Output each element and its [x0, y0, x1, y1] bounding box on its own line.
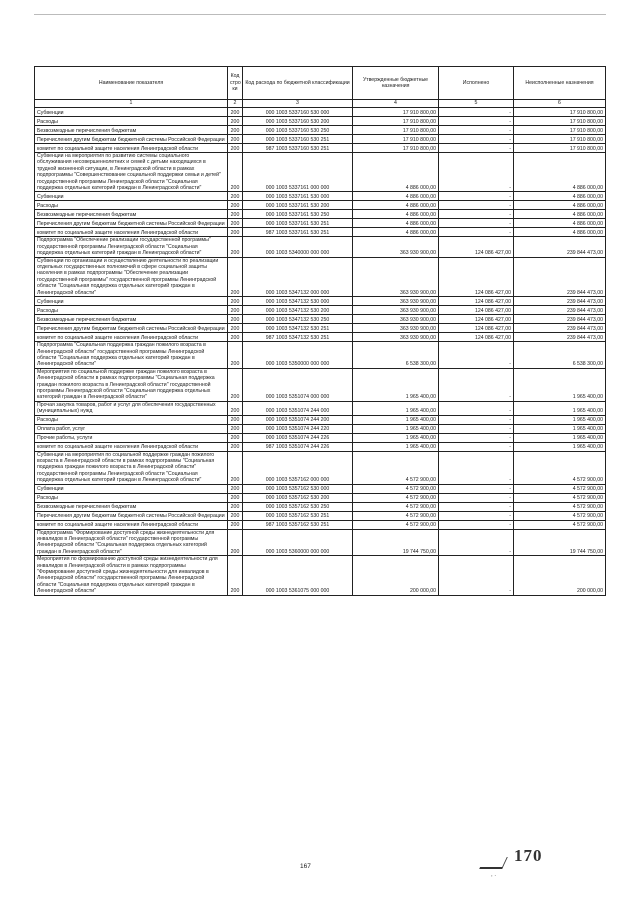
- row-kbk-cell: 000 1003 5351074 244 000: [243, 401, 353, 415]
- row-approved-cell: 363 930 900,00: [353, 306, 439, 315]
- row-code-cell: 200: [228, 237, 243, 257]
- row-approved-cell: 1 965 400,00: [353, 415, 439, 424]
- row-executed-cell: -: [439, 493, 514, 502]
- row-kbk-cell: 987 1003 5347132 530 251: [243, 333, 353, 342]
- row-executed-cell: -: [439, 556, 514, 595]
- row-name-cell: Мероприятия по формированию доступной среды жизнедеятельности для инвалидов в Ленинградской области в рамках подпрограммы "Формирование доступной среды жизнедеятельности для инвалидов в Ленинградской области" государственной программы Ленинградской области "Социальная поддержка отдельных категорий граждан в Ленинградской области": [35, 556, 228, 595]
- row-unexecuted-cell: 239 844 473,00: [514, 333, 606, 342]
- row-code-cell: 200: [228, 484, 243, 493]
- row-executed-cell: -: [439, 529, 514, 556]
- row-code-cell: 200: [228, 442, 243, 451]
- row-approved-cell: 363 930 900,00: [353, 324, 439, 333]
- row-approved-cell: 17 910 800,00: [353, 135, 439, 144]
- table-row: [35, 257, 606, 296]
- row-code-cell: 200: [228, 368, 243, 401]
- row-executed-cell: -: [439, 342, 514, 369]
- budget-table: [34, 66, 606, 596]
- row-name-cell: Субвенции: [35, 484, 228, 493]
- table-row: [35, 342, 606, 369]
- row-executed-cell: 124 086 427,00: [439, 306, 514, 315]
- row-unexecuted-cell: 17 910 800,00: [514, 135, 606, 144]
- row-code-cell: 200: [228, 117, 243, 126]
- row-executed-cell: -: [439, 502, 514, 511]
- row-name-cell: Прочая закупка товаров, работ и услуг для обеспечения государственных (муниципальных) нужд: [35, 401, 228, 415]
- row-name-cell: Перечисления другим бюджетам бюджетной системы Российской Федерации: [35, 324, 228, 333]
- table-row: [35, 493, 606, 502]
- row-unexecuted-cell: 4 886 000,00: [514, 219, 606, 228]
- row-executed-cell: -: [439, 511, 514, 520]
- row-executed-cell: -: [439, 201, 514, 210]
- row-code-cell: 200: [228, 210, 243, 219]
- table-row: [35, 237, 606, 257]
- column-number-row: [35, 100, 606, 108]
- table-row: [35, 108, 606, 117]
- row-executed-cell: -: [439, 451, 514, 484]
- row-code-cell: 200: [228, 415, 243, 424]
- row-unexecuted-cell: 4 572 900,00: [514, 484, 606, 493]
- row-executed-cell: -: [439, 144, 514, 153]
- row-kbk-cell: 000 1003 5360000 000 000: [243, 529, 353, 556]
- row-unexecuted-cell: 4 886 000,00: [514, 153, 606, 192]
- row-code-cell: 200: [228, 257, 243, 296]
- row-approved-cell: 1 965 400,00: [353, 433, 439, 442]
- row-kbk-cell: 000 1003 5351074 244 226: [243, 433, 353, 442]
- row-name-cell: Субвенции: [35, 297, 228, 306]
- row-name-cell: Перечисления другим бюджетам бюджетной системы Российской Федерации: [35, 511, 228, 520]
- row-code-cell: 200: [228, 126, 243, 135]
- row-approved-cell: 17 910 800,00: [353, 126, 439, 135]
- row-approved-cell: 4 886 000,00: [353, 219, 439, 228]
- row-name-cell: комитет по социальной защите населения Ленинградской области: [35, 228, 228, 237]
- row-approved-cell: 363 930 900,00: [353, 257, 439, 296]
- row-unexecuted-cell: 17 910 800,00: [514, 126, 606, 135]
- row-approved-cell: 19 744 750,00: [353, 529, 439, 556]
- row-approved-cell: 4 886 000,00: [353, 201, 439, 210]
- table-row: [35, 306, 606, 315]
- row-unexecuted-cell: 1 965 400,00: [514, 401, 606, 415]
- row-approved-cell: 363 930 900,00: [353, 297, 439, 306]
- row-executed-cell: 124 086 427,00: [439, 324, 514, 333]
- row-kbk-cell: 000 1003 5361075 000 000: [243, 556, 353, 595]
- table-row: [35, 484, 606, 493]
- row-executed-cell: -: [439, 228, 514, 237]
- header-approved: Утвержденные бюджетные назначения: [353, 67, 439, 100]
- row-unexecuted-cell: 200 000,00: [514, 556, 606, 595]
- table-row: [35, 315, 606, 324]
- table-row: [35, 135, 606, 144]
- row-name-cell: Подпрограмма "Формирование доступной среды жизнедеятельности для инвалидов в Ленинградской области" государственной программы Ленинградской области "Социальная поддержка отдельных категорий граждан в Ленинградской области": [35, 529, 228, 556]
- table-row: [35, 219, 606, 228]
- row-name-cell: Субвенции: [35, 108, 228, 117]
- row-executed-cell: -: [439, 442, 514, 451]
- table-row: [35, 228, 606, 237]
- row-approved-cell: 4 886 000,00: [353, 192, 439, 201]
- row-code-cell: 200: [228, 153, 243, 192]
- table-row: [35, 117, 606, 126]
- row-approved-cell: 4 886 000,00: [353, 210, 439, 219]
- column-number: 1: [35, 100, 228, 108]
- table-row: [35, 144, 606, 153]
- row-kbk-cell: 000 1003 5347132 530 200: [243, 306, 353, 315]
- table-row: [35, 415, 606, 424]
- row-name-cell: Оплата работ, услуг: [35, 424, 228, 433]
- row-unexecuted-cell: 239 844 473,00: [514, 297, 606, 306]
- row-unexecuted-cell: 1 965 400,00: [514, 415, 606, 424]
- table-row: [35, 433, 606, 442]
- row-kbk-cell: 000 1003 5337161 530 250: [243, 210, 353, 219]
- row-approved-cell: 4 572 900,00: [353, 451, 439, 484]
- row-executed-cell: 124 086 427,00: [439, 297, 514, 306]
- column-number: 3: [243, 100, 353, 108]
- column-number: 6: [514, 100, 606, 108]
- row-name-cell: Расходы: [35, 306, 228, 315]
- row-kbk-cell: 000 1003 5340000 000 000: [243, 237, 353, 257]
- row-kbk-cell: 000 1003 5337161 000 000: [243, 153, 353, 192]
- table-row: [35, 333, 606, 342]
- row-name-cell: комитет по социальной защите населения Ленинградской области: [35, 520, 228, 529]
- table-row: [35, 520, 606, 529]
- row-code-cell: 200: [228, 192, 243, 201]
- row-kbk-cell: 000 1003 5351074 000 000: [243, 368, 353, 401]
- row-name-cell: Расходы: [35, 201, 228, 210]
- row-kbk-cell: 000 1003 5350000 000 000: [243, 342, 353, 369]
- row-code-cell: 200: [228, 342, 243, 369]
- row-name-cell: комитет по социальной защите населения Ленинградской области: [35, 333, 228, 342]
- row-kbk-cell: 000 1003 5357162 530 250: [243, 502, 353, 511]
- row-approved-cell: 4 572 900,00: [353, 520, 439, 529]
- row-name-cell: Расходы: [35, 117, 228, 126]
- row-code-cell: 200: [228, 324, 243, 333]
- table-row: [35, 368, 606, 401]
- row-executed-cell: -: [439, 424, 514, 433]
- row-unexecuted-cell: 239 844 473,00: [514, 257, 606, 296]
- row-kbk-cell: 000 1003 5337160 530 251: [243, 135, 353, 144]
- row-code-cell: 200: [228, 219, 243, 228]
- table-row: [35, 502, 606, 511]
- page-number: 167: [300, 863, 311, 870]
- row-kbk-cell: 000 1003 5351074 244 220: [243, 424, 353, 433]
- row-code-cell: 200: [228, 201, 243, 210]
- row-unexecuted-cell: 1 965 400,00: [514, 433, 606, 442]
- row-name-cell: Безвозмездные перечисления бюджетам: [35, 502, 228, 511]
- row-kbk-cell: 987 1003 5357162 530 251: [243, 520, 353, 529]
- row-kbk-cell: 987 1003 5351074 244 226: [243, 442, 353, 451]
- row-kbk-cell: 000 1003 5357162 530 251: [243, 511, 353, 520]
- row-kbk-cell: 000 1003 5347132 530 250: [243, 315, 353, 324]
- row-unexecuted-cell: 239 844 473,00: [514, 306, 606, 315]
- report-sheet: [34, 66, 605, 596]
- row-unexecuted-cell: 4 572 900,00: [514, 520, 606, 529]
- row-code-cell: 200: [228, 556, 243, 595]
- row-code-cell: 200: [228, 529, 243, 556]
- row-code-cell: 200: [228, 297, 243, 306]
- row-name-cell: Расходы: [35, 415, 228, 424]
- row-code-cell: 200: [228, 144, 243, 153]
- row-approved-cell: 363 930 900,00: [353, 315, 439, 324]
- row-code-cell: 200: [228, 315, 243, 324]
- row-code-cell: 200: [228, 493, 243, 502]
- row-name-cell: Перечисления другим бюджетам бюджетной системы Российской Федерации: [35, 135, 228, 144]
- row-approved-cell: 17 910 800,00: [353, 144, 439, 153]
- row-name-cell: Расходы: [35, 493, 228, 502]
- row-approved-cell: 4 572 900,00: [353, 484, 439, 493]
- row-unexecuted-cell: 4 572 900,00: [514, 451, 606, 484]
- row-executed-cell: -: [439, 192, 514, 201]
- row-approved-cell: 1 965 400,00: [353, 424, 439, 433]
- row-kbk-cell: 000 1003 5347132 530 000: [243, 297, 353, 306]
- row-name-cell: Безвозмездные перечисления бюджетам: [35, 126, 228, 135]
- row-approved-cell: 4 572 900,00: [353, 511, 439, 520]
- row-approved-cell: 363 930 900,00: [353, 333, 439, 342]
- header-executed: Исполнено: [439, 67, 514, 100]
- column-number: 2: [228, 100, 243, 108]
- table-row: [35, 297, 606, 306]
- row-executed-cell: -: [439, 117, 514, 126]
- row-approved-cell: 1 965 400,00: [353, 442, 439, 451]
- row-approved-cell: 4 886 000,00: [353, 153, 439, 192]
- row-kbk-cell: 000 1003 5337161 530 000: [243, 192, 353, 201]
- row-name-cell: комитет по социальной защите населения Ленинградской области: [35, 144, 228, 153]
- row-executed-cell: -: [439, 219, 514, 228]
- row-code-cell: 200: [228, 424, 243, 433]
- row-name-cell: Подпрограмма "Социальная поддержка граждан пожилого возраста в Ленинградской области" государственной программы Ленинградской области "Социальная поддержка отдельных категорий граждан в Ленинградской области": [35, 342, 228, 369]
- table-body: [35, 108, 606, 596]
- row-executed-cell: -: [439, 108, 514, 117]
- row-name-cell: Субвенции на мероприятия по развитию системы социального обслуживания несовершеннолетних и семей с детьми находящихся в трудной жизненной ситуации, в Ленинградской области в рамках подпрограммы "Совершенствование социальной поддержки семьи и детей" государственной программы Ленинградской области "Социальная поддержка отдельных категорий граждан в Ленинградской области": [35, 153, 228, 192]
- row-unexecuted-cell: 4 572 900,00: [514, 502, 606, 511]
- row-code-cell: 200: [228, 228, 243, 237]
- row-code-cell: 200: [228, 433, 243, 442]
- row-executed-cell: -: [439, 433, 514, 442]
- row-unexecuted-cell: 19 744 750,00: [514, 529, 606, 556]
- row-unexecuted-cell: 4 572 900,00: [514, 493, 606, 502]
- row-name-cell: Мероприятия по социальной поддержке граждан пожилого возраста в Ленинградской области в рамках подпрограммы "Социальная поддержка граждан пожилого возраста в Ленинградской области" государственной программы Ленинградской области "Социальная поддержка отдельных категорий граждан в Ленинградской области": [35, 368, 228, 401]
- row-executed-cell: -: [439, 415, 514, 424]
- row-unexecuted-cell: 17 910 800,00: [514, 144, 606, 153]
- row-code-cell: 200: [228, 306, 243, 315]
- row-unexecuted-cell: 4 886 000,00: [514, 201, 606, 210]
- row-kbk-cell: 000 1003 5357162 530 200: [243, 493, 353, 502]
- row-unexecuted-cell: 4 886 000,00: [514, 192, 606, 201]
- top-rule: [34, 14, 606, 15]
- row-code-cell: 200: [228, 520, 243, 529]
- row-unexecuted-cell: 239 844 473,00: [514, 324, 606, 333]
- row-code-cell: 200: [228, 401, 243, 415]
- row-approved-cell: 1 965 400,00: [353, 401, 439, 415]
- row-executed-cell: 124 086 427,00: [439, 315, 514, 324]
- row-name-cell: Субвенции: [35, 192, 228, 201]
- column-number: 4: [353, 100, 439, 108]
- table-row: [35, 424, 606, 433]
- row-kbk-cell: 000 1003 5337161 530 200: [243, 201, 353, 210]
- row-executed-cell: -: [439, 520, 514, 529]
- row-executed-cell: -: [439, 135, 514, 144]
- row-unexecuted-cell: 1 965 400,00: [514, 368, 606, 401]
- row-executed-cell: -: [439, 401, 514, 415]
- row-kbk-cell: 000 1003 5337160 530 200: [243, 117, 353, 126]
- row-executed-cell: 124 086 427,00: [439, 237, 514, 257]
- row-name-cell: Прочие работы, услуги: [35, 433, 228, 442]
- row-unexecuted-cell: 4 886 000,00: [514, 228, 606, 237]
- header-kbk: Код расхода по бюджетной классификации: [243, 67, 353, 100]
- row-executed-cell: -: [439, 153, 514, 192]
- table-row: [35, 324, 606, 333]
- row-unexecuted-cell: 6 538 300,00: [514, 342, 606, 369]
- row-code-cell: 200: [228, 108, 243, 117]
- row-executed-cell: -: [439, 368, 514, 401]
- scan-dots: , .: [491, 872, 497, 878]
- row-unexecuted-cell: 239 844 473,00: [514, 315, 606, 324]
- row-name-cell: Субвенции по организации и осуществлению деятельности по реализации отдельных государственных полномочий в сфере социальной защиты населения в рамках подпрограммы "Обеспечение реализации государственной программы" государственной программы Ленинградской области "Социальная поддержка отдельных категорий граждан в Ленинградской области": [35, 257, 228, 296]
- row-executed-cell: 124 086 427,00: [439, 257, 514, 296]
- table-row: [35, 201, 606, 210]
- row-unexecuted-cell: 1 965 400,00: [514, 424, 606, 433]
- handwritten-mark: [479, 857, 508, 869]
- row-approved-cell: 4 572 900,00: [353, 493, 439, 502]
- table-row: [35, 529, 606, 556]
- row-name-cell: Безвозмездные перечисления бюджетам: [35, 315, 228, 324]
- column-number: 5: [439, 100, 514, 108]
- row-approved-cell: 200 000,00: [353, 556, 439, 595]
- row-code-cell: 200: [228, 333, 243, 342]
- header-unexecuted: Неисполненные назначения: [514, 67, 606, 100]
- table-row: [35, 511, 606, 520]
- sheet-number-stamp: 170: [514, 846, 543, 865]
- row-approved-cell: 6 538 300,00: [353, 342, 439, 369]
- table-row: [35, 401, 606, 415]
- row-executed-cell: -: [439, 484, 514, 493]
- row-unexecuted-cell: 4 572 900,00: [514, 511, 606, 520]
- row-unexecuted-cell: 17 910 800,00: [514, 117, 606, 126]
- row-kbk-cell: 000 1003 5347132 000 000: [243, 257, 353, 296]
- row-code-cell: 200: [228, 451, 243, 484]
- row-kbk-cell: 000 1003 5347132 530 251: [243, 324, 353, 333]
- row-unexecuted-cell: 4 886 000,00: [514, 210, 606, 219]
- row-kbk-cell: 000 1003 5357162 000 000: [243, 451, 353, 484]
- row-kbk-cell: 000 1003 5337161 530 251: [243, 219, 353, 228]
- row-approved-cell: 17 910 800,00: [353, 117, 439, 126]
- row-name-cell: Субвенции на мероприятия по социальной поддержке граждан пожилого возраста в Ленинградской области в рамках подпрограммы "Социальная поддержка граждан пожилого возраста в Ленинградской области" государственной программы Ленинградской области "Социальная поддержка отдельных категорий граждан в Ленинградской области": [35, 451, 228, 484]
- row-approved-cell: 17 910 800,00: [353, 108, 439, 117]
- table-row: [35, 153, 606, 192]
- row-unexecuted-cell: 1 965 400,00: [514, 442, 606, 451]
- row-approved-cell: 1 965 400,00: [353, 368, 439, 401]
- row-kbk-cell: 000 1003 5357162 530 000: [243, 484, 353, 493]
- row-name-cell: комитет по социальной защите населения Ленинградской области: [35, 442, 228, 451]
- header-name: Наименование показателя: [35, 67, 228, 100]
- header-row: [35, 67, 606, 100]
- row-executed-cell: 124 086 427,00: [439, 333, 514, 342]
- row-code-cell: 200: [228, 135, 243, 144]
- row-kbk-cell: 000 1003 5337160 530 250: [243, 126, 353, 135]
- row-code-cell: 200: [228, 511, 243, 520]
- row-unexecuted-cell: 239 844 473,00: [514, 237, 606, 257]
- table-row: [35, 192, 606, 201]
- row-kbk-cell: 987 1003 5337160 530 251: [243, 144, 353, 153]
- row-approved-cell: 4 572 900,00: [353, 502, 439, 511]
- row-name-cell: Перечисления другим бюджетам бюджетной системы Российской Федерации: [35, 219, 228, 228]
- row-kbk-cell: 000 1003 5337160 530 000: [243, 108, 353, 117]
- row-unexecuted-cell: 17 910 800,00: [514, 108, 606, 117]
- table-row: [35, 442, 606, 451]
- row-code-cell: 200: [228, 502, 243, 511]
- row-executed-cell: -: [439, 126, 514, 135]
- row-kbk-cell: 987 1003 5337161 530 251: [243, 228, 353, 237]
- row-kbk-cell: 000 1003 5351074 244 200: [243, 415, 353, 424]
- table-row: [35, 210, 606, 219]
- table-row: [35, 451, 606, 484]
- table-row: [35, 556, 606, 595]
- table-row: [35, 126, 606, 135]
- row-name-cell: Подпрограмма "Обеспечение реализации государственной программы" государственной программы Ленинградской области "Социальная поддержка отдельных категорий граждан в Ленинградской области": [35, 237, 228, 257]
- row-executed-cell: -: [439, 210, 514, 219]
- header-code: Код стро ки: [228, 67, 243, 100]
- row-approved-cell: 4 886 000,00: [353, 228, 439, 237]
- row-approved-cell: 363 930 900,00: [353, 237, 439, 257]
- row-name-cell: Безвозмездные перечисления бюджетам: [35, 210, 228, 219]
